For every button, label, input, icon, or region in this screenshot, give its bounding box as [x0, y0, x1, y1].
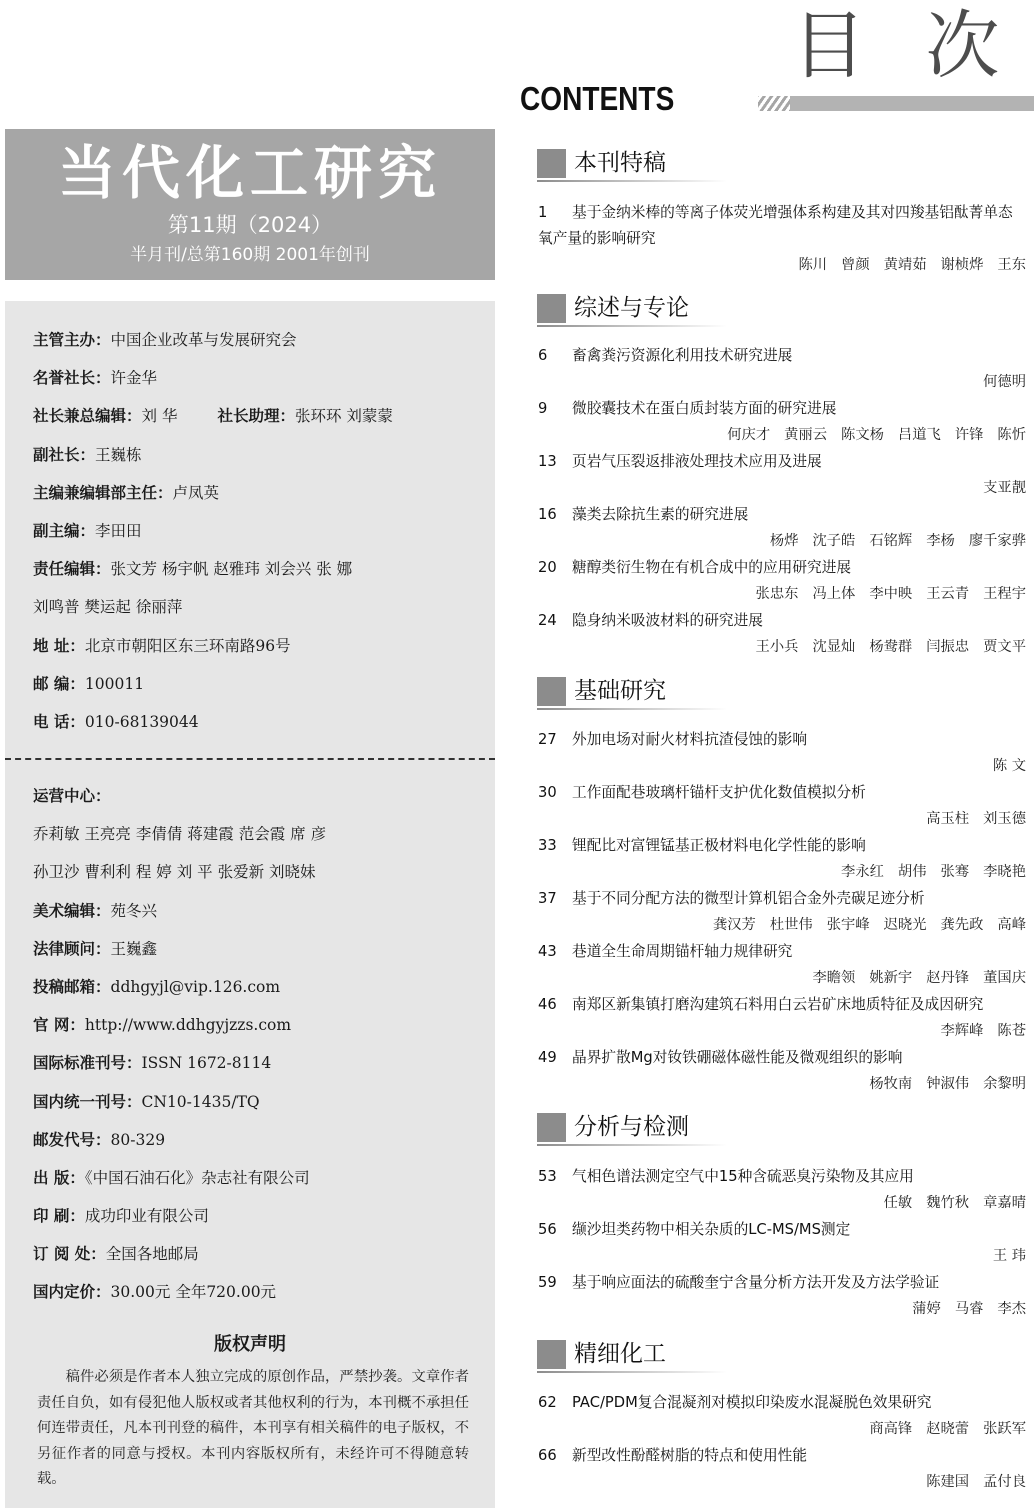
section-heading	[537, 1338, 777, 1372]
info-row	[33, 817, 493, 855]
author-name: 张宇峰	[826, 917, 870, 933]
page-number: 13	[538, 453, 557, 470]
toc-entry[interactable]	[538, 1217, 1026, 1269]
author-name: 任敏	[883, 1195, 913, 1211]
info-value: 孙卫沙 曹利利 程 婷 刘 平 张爱新 刘晓妹	[33, 863, 316, 882]
info-value: 卢凤英	[172, 483, 220, 502]
info-row	[33, 667, 493, 705]
author-name: 何庆才	[727, 427, 771, 443]
page-number: 30	[538, 784, 557, 801]
page-number: 59	[538, 1274, 557, 1291]
info-label: 责任编辑：	[33, 560, 111, 579]
info-label: 名誉社长：	[33, 369, 111, 388]
info-row	[33, 970, 493, 1008]
author-name: 高峰	[997, 917, 1026, 933]
author-name: 廖千家骅	[968, 533, 1026, 549]
info-value: 刘 华	[141, 407, 178, 426]
entry-authors	[538, 1469, 1026, 1495]
info-row	[33, 779, 493, 817]
info-row	[33, 1161, 493, 1199]
author-name: 黄丽云	[784, 427, 828, 443]
author-name: 陈建国	[926, 1474, 970, 1490]
author-name: 冯上体	[812, 586, 856, 602]
author-name: 姚新宇	[869, 970, 913, 986]
entry-title-line	[538, 1045, 1026, 1071]
info-label: 副社长：	[33, 445, 96, 464]
toc-entry[interactable]	[538, 992, 1026, 1044]
page-number: 43	[538, 943, 557, 960]
info-value: ISSN 1672-8114	[141, 1054, 272, 1073]
entry-title-line	[538, 780, 1026, 806]
toc-entry[interactable]	[538, 1270, 1026, 1322]
info-value: 中国企业改革与发展研究会	[110, 331, 297, 349]
author-name: 余黎明	[983, 1076, 1026, 1092]
toc-entry[interactable]	[538, 780, 1026, 832]
info-row	[33, 1237, 493, 1275]
section-marker	[537, 294, 566, 323]
author-name: 李辉峰	[940, 1023, 984, 1039]
entry-title: 糖醇类衍生物在有机合成中的应用研究进展	[572, 559, 852, 576]
entry-authors	[538, 1018, 1026, 1044]
info-value: 全国各地邮局	[105, 1245, 199, 1264]
masthead	[5, 129, 495, 280]
section-title: 基础研究	[566, 675, 678, 709]
info-label: 订 阅 处：	[33, 1245, 106, 1264]
section-marker	[537, 149, 566, 178]
section-title: 本刊特稿	[566, 147, 678, 181]
section-title: 综述与专论	[566, 292, 701, 326]
toc-entry[interactable]	[538, 396, 1026, 448]
page-number: 53	[538, 1168, 557, 1185]
info-row	[33, 590, 493, 628]
author-name: 沈显灿	[812, 639, 856, 655]
author-name: 蒲婷	[912, 1301, 941, 1317]
entry-title: 隐身纳米吸波材料的研究进展	[572, 612, 763, 629]
author-name: 黄靖茹	[883, 257, 927, 273]
info-value: 100011	[84, 674, 145, 693]
info-label: 邮 编：	[33, 674, 85, 693]
author-name: 陈川	[798, 257, 828, 273]
entry-title: 南郑区新集镇打磨沟建筑石料用白云岩矿床地质特征及成因研究	[572, 996, 984, 1013]
author-name: 赵丹锋	[926, 970, 970, 986]
author-name: 王 玮	[992, 1248, 1026, 1264]
author-name: 钟淑伟	[926, 1076, 970, 1092]
section-marker	[537, 1340, 566, 1369]
info-row	[33, 894, 493, 932]
entry-authors	[538, 634, 1026, 660]
author-name: 龚汉芳	[712, 917, 756, 933]
info-row	[33, 476, 493, 514]
author-name: 魏竹秋	[926, 1195, 970, 1211]
info-row	[33, 1123, 493, 1161]
section-underline	[537, 708, 727, 710]
info-row	[33, 514, 493, 552]
section-title: 分析与检测	[566, 1111, 701, 1145]
entry-title-line	[538, 449, 1026, 475]
page-number: 66	[538, 1447, 557, 1464]
author-name: 谢桢烨	[940, 257, 984, 273]
info-label: 国内统一刊号：	[33, 1092, 142, 1111]
entry-authors	[538, 1190, 1026, 1216]
entry-authors	[538, 965, 1026, 991]
page-number: 20	[538, 559, 557, 576]
info-label: 投稿邮箱：	[33, 977, 111, 996]
section-underline	[537, 180, 727, 182]
section-underline	[537, 325, 727, 327]
author-name: 商高锋	[869, 1421, 913, 1437]
info-label: 国内定价：	[33, 1283, 111, 1302]
author-name: 张跃军	[983, 1421, 1026, 1437]
info-value: 成功印业有限公司	[84, 1207, 209, 1226]
info-row	[33, 855, 493, 893]
author-name: 龚先政	[940, 917, 984, 933]
author-name: 杨鸯群	[869, 639, 913, 655]
info-row	[33, 399, 493, 437]
toc-entry[interactable]	[538, 727, 1026, 779]
info-label: 法律顾问：	[33, 939, 111, 958]
author-name: 李中映	[869, 586, 913, 602]
toc-entry[interactable]	[538, 833, 1026, 885]
entry-authors	[538, 912, 1026, 938]
entry-title: 畜禽粪污资源化利用技术研究进展	[572, 347, 793, 364]
page-number: 1	[538, 204, 548, 221]
page-number: 27	[538, 731, 557, 748]
info-row	[33, 1275, 493, 1313]
page-number: 9	[538, 400, 548, 417]
info-label: 美术编辑：	[33, 901, 111, 920]
info-row	[33, 438, 493, 476]
entry-title-line	[538, 886, 1026, 912]
author-name: 李杨	[926, 533, 955, 549]
info-value: 刘鸣普 樊运起 徐丽萍	[33, 598, 183, 617]
info-row	[33, 1046, 493, 1084]
info-value: 乔莉敏 王亮亮 李倩倩 蒋建霞 范会霞 席 彦	[33, 825, 327, 844]
page-number: 62	[538, 1394, 557, 1411]
entry-title-line	[538, 1390, 1026, 1416]
entry-title: 页岩气压裂返排液处理技术应用及进展	[572, 453, 822, 470]
author-name: 贾文平	[983, 639, 1026, 655]
toc-entry[interactable]	[538, 1164, 1026, 1216]
toc-entry[interactable]	[538, 200, 1026, 278]
entry-authors	[538, 1296, 1026, 1322]
journal-name: 当代化工研究	[57, 139, 442, 207]
section-underline	[537, 1371, 727, 1373]
info-value: 张环环 刘蒙蒙	[294, 407, 393, 426]
info-value: ddhgyjl@vip.126.com	[110, 977, 281, 996]
toc-entry[interactable]	[538, 939, 1026, 991]
page-number: 46	[538, 996, 557, 1013]
author-name: 胡伟	[897, 864, 927, 880]
issue-number: 第11期（2024）	[167, 213, 333, 237]
info-value: 许金华	[110, 369, 158, 388]
entry-title-line	[538, 200, 1026, 252]
toc-entry[interactable]	[538, 886, 1026, 938]
entry-authors	[538, 859, 1026, 885]
page-number: 37	[538, 890, 557, 907]
author-name: 迟晓光	[883, 917, 927, 933]
info-row	[33, 323, 493, 361]
toc-entry[interactable]	[538, 1443, 1026, 1495]
info-row	[33, 705, 493, 743]
author-name: 吕道飞	[897, 427, 941, 443]
entry-title: 工作面配巷玻璃杆锚杆支护优化数值模拟分析	[572, 784, 866, 801]
entry-title-line	[538, 1164, 1026, 1190]
author-name: 董国庆	[983, 970, 1026, 986]
author-name: 石铭辉	[869, 533, 913, 549]
section-title: 精细化工	[566, 1338, 678, 1372]
section-marker	[537, 1113, 566, 1142]
author-name: 张骞	[940, 864, 970, 880]
entry-title-line	[538, 502, 1026, 528]
entry-authors	[538, 528, 1026, 554]
entry-title: 微胶囊技术在蛋白质封装方面的研究进展	[572, 400, 837, 417]
info-row	[33, 1008, 493, 1046]
author-name: 沈子皓	[812, 533, 856, 549]
info-value: 王巍鑫	[110, 939, 158, 958]
page-number: 33	[538, 837, 557, 854]
toc-entry[interactable]	[538, 449, 1026, 501]
author-name: 陈 文	[992, 758, 1026, 774]
info-label: 出 版：	[33, 1168, 85, 1187]
entry-title: 基于不同分配方法的微型计算机铝合金外壳碳足迹分析	[572, 890, 925, 907]
info-value: 李田田	[95, 521, 142, 540]
entry-title: PAC/PDM复合混凝剂对模拟印染废水混凝脱色效果研究	[572, 1394, 932, 1411]
info-label: 电 话：	[33, 712, 85, 731]
info-label: 官 网：	[33, 1016, 85, 1035]
info-label: 国际标准刊号：	[33, 1054, 142, 1073]
author-name: 杨牧南	[869, 1076, 913, 1092]
info-label: 社长兼总编辑：	[33, 407, 142, 426]
info-value: 010-68139044	[84, 712, 199, 731]
author-name: 陈文杨	[841, 427, 884, 443]
section-marker	[537, 677, 566, 706]
entry-authors	[538, 806, 1026, 832]
info-label: 主编兼编辑部主任：	[33, 483, 173, 502]
author-name: 张忠东	[755, 586, 799, 602]
author-name: 李永红	[841, 864, 884, 880]
author-name: 李杰	[997, 1301, 1026, 1317]
author-name: 王东	[997, 257, 1026, 273]
toc-entry[interactable]	[538, 1045, 1026, 1097]
entry-title-line	[538, 1217, 1026, 1243]
entry-authors	[538, 252, 1026, 278]
author-name: 章嘉晴	[983, 1195, 1026, 1211]
divider	[5, 758, 495, 760]
info-label: 运营中心：	[33, 787, 111, 805]
entry-title: 晶界扩散Mg对钕铁硼磁体磁性能及微观组织的影响	[572, 1049, 903, 1066]
section-heading	[537, 675, 777, 709]
info-value: 王巍栋	[95, 445, 142, 464]
info-value: CN10-1435/TQ	[141, 1092, 260, 1111]
entry-authors	[538, 369, 1026, 395]
entry-authors	[538, 475, 1026, 501]
author-name: 许锋	[954, 427, 984, 443]
info-value: 苑冬兴	[110, 901, 158, 920]
info-row	[33, 629, 493, 667]
entry-title: 气相色谱法测定空气中15种含硫恶臭污染物及其应用	[572, 1168, 914, 1185]
entry-authors	[538, 1071, 1026, 1097]
info-value: 张文芳 杨宇帆 赵雅玮 刘会兴 张 娜	[110, 560, 353, 579]
entry-authors	[538, 753, 1026, 779]
author-name: 赵晓蕾	[926, 1421, 970, 1437]
author-name: 王云青	[926, 586, 970, 602]
author-name: 李瞻领	[812, 970, 856, 986]
decorative-bar	[790, 96, 1034, 111]
publication-frequency: 半月刊/总第160期 2001年创刊	[130, 245, 370, 265]
entry-title: 巷道全生命周期锚杆轴力规律研究	[572, 943, 793, 960]
info-row	[33, 932, 493, 970]
staff-list	[33, 323, 493, 743]
operations-list	[33, 779, 493, 1314]
entry-authors	[538, 581, 1026, 607]
page-number: 6	[538, 347, 548, 364]
section-heading	[537, 292, 777, 326]
author-name: 杨烨	[769, 533, 799, 549]
info-row	[33, 1199, 493, 1237]
info-label: 印 刷：	[33, 1207, 85, 1226]
entry-title-line	[538, 939, 1026, 965]
mulu-heading: 目 次	[792, 3, 1018, 89]
entry-authors	[538, 1243, 1026, 1269]
author-name: 王程宇	[983, 586, 1026, 602]
section-heading	[537, 1111, 777, 1145]
toc-entry[interactable]	[538, 555, 1026, 607]
info-label: 主管主办：	[33, 331, 111, 349]
entry-title: 新型改性酚醛树脂的特点和使用性能	[572, 1447, 808, 1464]
info-label: 副主编：	[33, 521, 96, 540]
entry-title: 藻类去除抗生素的研究进展	[572, 506, 749, 523]
contents-heading: CONTENTS	[520, 80, 675, 117]
info-label: 社长助理：	[217, 407, 295, 426]
toc-entry[interactable]	[538, 502, 1026, 554]
author-name: 刘玉德	[983, 811, 1026, 827]
entry-title: 锂配比对富锂锰基正极材料电化学性能的影响	[572, 837, 866, 854]
copyright-title: 版权声明	[214, 1334, 286, 1355]
page-number: 56	[538, 1221, 557, 1238]
author-name: 支亚靓	[983, 480, 1026, 496]
author-name: 曾颜	[841, 257, 870, 273]
entry-title-line	[538, 343, 1026, 369]
entry-authors	[538, 422, 1026, 448]
author-name: 陈苍	[997, 1023, 1026, 1039]
toc-entry[interactable]	[538, 343, 1026, 395]
toc-entry[interactable]	[538, 1390, 1026, 1442]
entry-authors	[538, 1416, 1026, 1442]
copyright-text: 稿件必须是作者本人独立完成的原创作品，严禁抄袭。文章作者责任自负，如有侵犯他人版权或者其他权利的行为，本刊概不承担任何连带责任，凡本刊刊登的稿件，本刊享有相关稿件的电子版权，不另征作者的同意与授权。本刊内容版权所有，未经许可不得随意转载。	[37, 1369, 469, 1487]
toc-entry[interactable]	[538, 608, 1026, 660]
info-value: 80-329	[110, 1130, 166, 1149]
author-name: 王小兵	[755, 639, 799, 655]
author-name: 李晓艳	[983, 864, 1026, 880]
entry-title-line	[538, 1443, 1026, 1469]
entry-title-line	[538, 1270, 1026, 1296]
author-name: 孟付良	[983, 1474, 1026, 1490]
section-heading	[537, 147, 777, 181]
author-name: 陈忻	[997, 427, 1026, 443]
entry-title: 外加电场对耐火材料抗渣侵蚀的影响	[572, 731, 808, 748]
info-row	[33, 1085, 493, 1123]
entry-title-line	[538, 608, 1026, 634]
page-number: 16	[538, 506, 557, 523]
entry-title-line	[538, 396, 1026, 422]
author-name: 马睿	[954, 1301, 984, 1317]
info-value: 北京市朝阳区东三环南路96号	[84, 636, 291, 655]
info-label: 邮发代号：	[33, 1130, 111, 1149]
page-number: 24	[538, 612, 557, 629]
info-label: 地 址：	[33, 636, 85, 655]
author-name: 高玉柱	[926, 811, 970, 827]
info-value: http://www.ddhgyjzzs.com	[84, 1016, 292, 1035]
section-underline	[537, 1144, 727, 1146]
entry-title: 缬沙坦类药物中相关杂质的LC-MS/MS测定	[572, 1221, 851, 1238]
entry-title: 基于金纳米棒的等离子体荧光增强体系构建及其对四羧基铝酞菁单态氧产量的影响研究	[538, 204, 1013, 247]
entry-title-line	[538, 555, 1026, 581]
author-name: 何德明	[983, 374, 1026, 390]
info-value: 30.00元 全年720.00元	[110, 1283, 277, 1302]
info-row	[33, 361, 493, 399]
entry-title-line	[538, 992, 1026, 1018]
author-name: 杜世伟	[769, 917, 813, 933]
info-row	[33, 552, 493, 590]
author-name: 闫振忠	[926, 639, 970, 655]
entry-title-line	[538, 833, 1026, 859]
info-value: 《中国石油石化》杂志社有限公司	[84, 1168, 310, 1187]
entry-title-line	[538, 727, 1026, 753]
page-number: 49	[538, 1049, 557, 1066]
entry-title: 基于响应面法的硫酸奎宁含量分析方法开发及方法学验证	[572, 1274, 940, 1291]
